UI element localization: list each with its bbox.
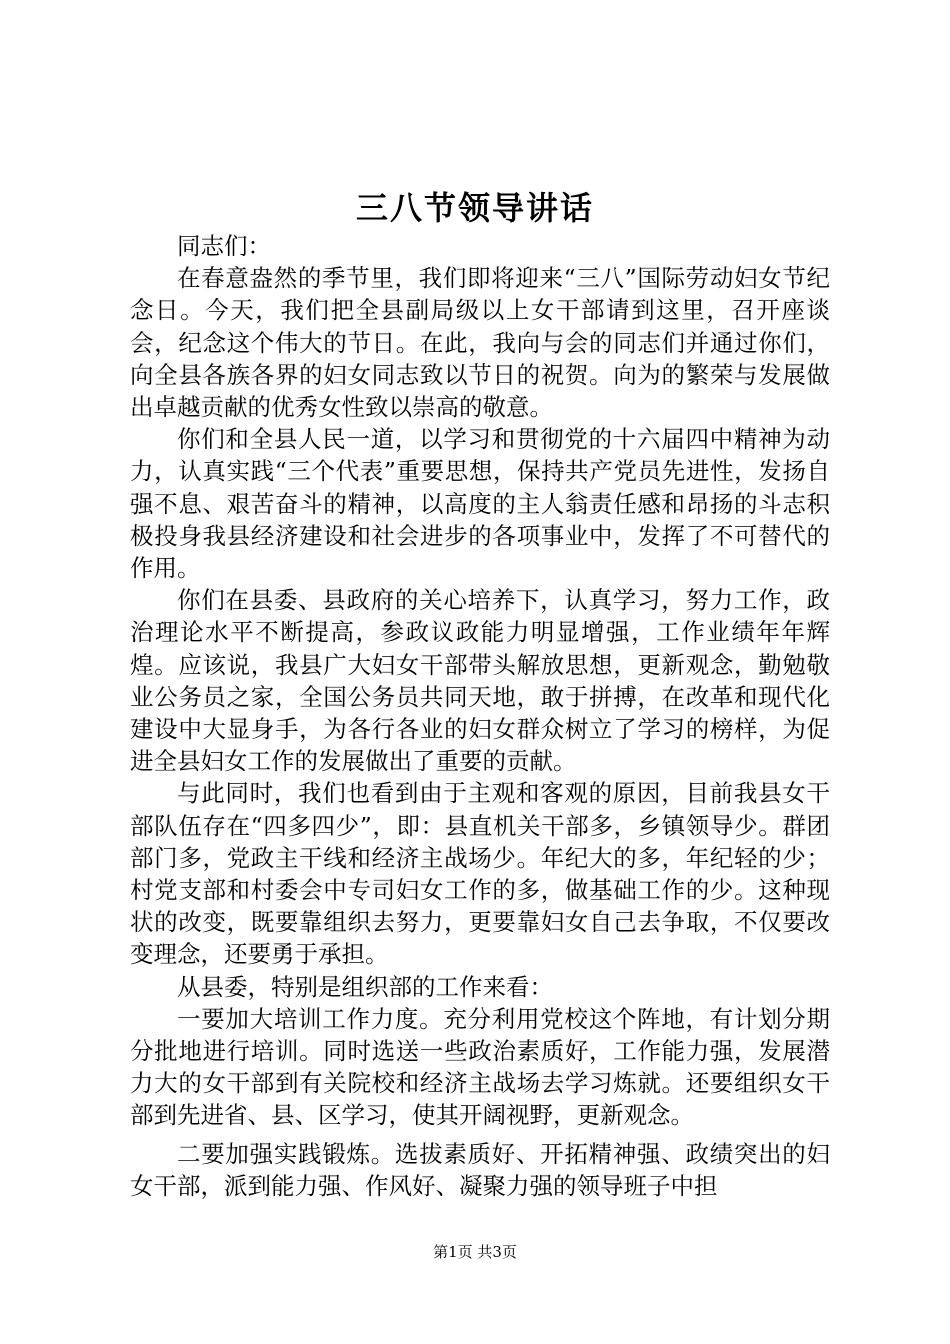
page-number-footer: 第1页 共3页 — [433, 1243, 517, 1261]
body-paragraph: 你们和全县人民一道，以学习和贯彻党的十六届四中精神为动力，认真实践“三个代表”重要思想，保持共产党员先进性，发扬自强不息、艰苦奋斗的精神，以高度的主人翁责任感和昂扬的斗志积极投身我县经济建设和社会进步的各项事业中，发挥了不可替代的作用。 — [130, 425, 830, 583]
body-paragraph: 在春意盎然的季节里，我们即将迎来“三八”国际劳动妇女节纪念日。今天，我们把全县副局级以上女干部请到这里，召开座谈会，纪念这个伟大的节日。在此，我向与会的同志们并通过你们，向全县各族各界的妇女同志致以节日的祝贺。向为的繁荣与发展做出卓越贡献的优秀女性致以崇高的敬意。 — [130, 264, 830, 422]
body-paragraph: 二要加强实践锻炼。选拔素质好、开拓精神强、政绩突出的妇女干部，派到能力强、作风好、凝聚力强的领导班子中担 — [130, 1139, 830, 1200]
salutation-paragraph: 同志们： — [177, 232, 271, 260]
body-paragraph: 一要加大培训工作力度。充分利用党校这个阵地，有计划分期分批地进行培训。同时选送一些政治素质好，工作能力强，发展潜力大的女干部到有关院校和经济主战场去学习炼就。还要组织女干部到先进省、县、区学习，使其开阔视野，更新观念。 — [130, 1004, 830, 1130]
document-title: 三八节领导讲话 — [355, 189, 594, 227]
body-paragraph: 与此同时，我们也看到由于主观和客观的原因，目前我县女干部队伍存在“四多四少”，即：县直机关干部多，乡镇领导少。群团部门多，党政主干线和经济主战场少。年纪大的多，年纪轻的少；村党支部和村委会中专司妇女工作的多，做基础工作的少。这种现状的改变，既要靠组织去努力，更要靠妇女自己去争取，不仅要改变理念，还要勇于承担。 — [130, 779, 830, 969]
body-paragraph: 从县委，特别是组织部的工作来看： — [177, 972, 553, 1001]
document-body — [130, 230, 830, 1202]
body-paragraph: 你们在县委、县政府的关心培养下，认真学习，努力工作，政治理论水平不断提高，参政议政能力明显增强，工作业绩年年辉煌。应该说，我县广大妇女干部带头解放思想，更新观念，勤勉敬业公务员之家，全国公务员共同天地，敢于拼搏，在改革和现代化建设中大显身手，为各行各业的妇女群众树立了学习的榜样，为促进全县妇女工作的发展做出了重要的贡献。 — [130, 586, 830, 776]
